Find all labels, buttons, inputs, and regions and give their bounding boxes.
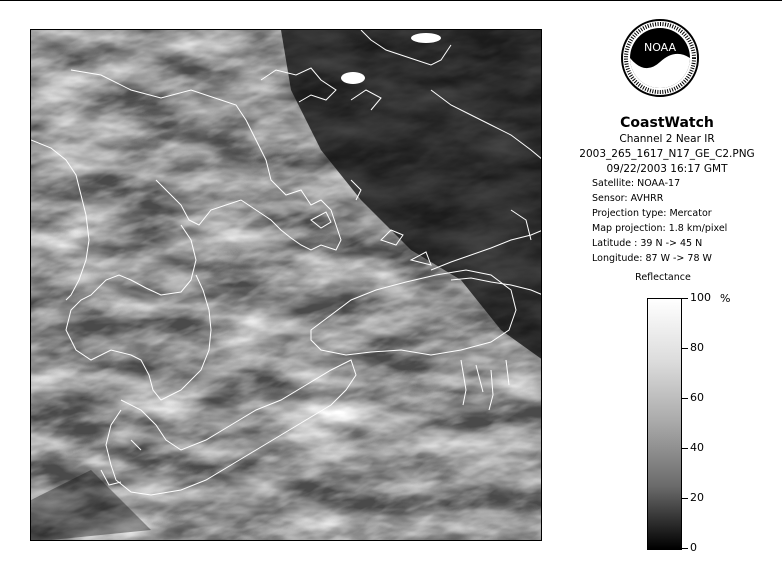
colorbar-tick-label: 80 — [690, 341, 704, 354]
projection-label: Projection type: Mercator — [592, 208, 712, 219]
satellite-map — [30, 29, 542, 541]
satellite-label: Satellite: NOAA-17 — [592, 178, 681, 189]
colorbar-tick-mark — [682, 548, 688, 549]
noaa-seal-icon — [620, 18, 700, 98]
colorbar-unit: % — [720, 292, 731, 305]
product-title: CoastWatch — [620, 115, 714, 131]
colorbar-title: Reflectance — [635, 272, 691, 283]
datetime-label: 09/22/2003 16:17 GMT — [606, 163, 728, 175]
svg-text:NOAA: NOAA — [643, 41, 677, 54]
colorbar-tick-label: 60 — [690, 391, 704, 404]
top-border-line — [0, 0, 782, 1]
filename-label: 2003_265_1617_N17_GE_C2.PNG — [579, 148, 755, 160]
colorbar-tick-mark — [682, 398, 688, 399]
colorbar-tick-label: 100 — [690, 291, 711, 304]
latitude-label: Latitude : 39 N -> 45 N — [592, 238, 703, 249]
colorbar-tick-mark — [682, 448, 688, 449]
colorbar-tick-mark — [682, 498, 688, 499]
colorbar — [647, 298, 682, 550]
longitude-label: Longitude: 87 W -> 78 W — [592, 253, 712, 264]
channel-label: Channel 2 Near IR — [619, 133, 715, 145]
sensor-label: Sensor: AVHRR — [592, 193, 664, 204]
noaa-logo — [620, 18, 700, 98]
colorbar-tick-mark — [682, 298, 688, 299]
colorbar-tick-label: 0 — [690, 541, 697, 554]
resolution-label: Map projection: 1.8 km/pixel — [592, 223, 728, 234]
colorbar-tick-label: 40 — [690, 441, 704, 454]
satellite-image — [31, 30, 542, 541]
colorbar-tick-mark — [682, 348, 688, 349]
colorbar-tick-label: 20 — [690, 491, 704, 504]
